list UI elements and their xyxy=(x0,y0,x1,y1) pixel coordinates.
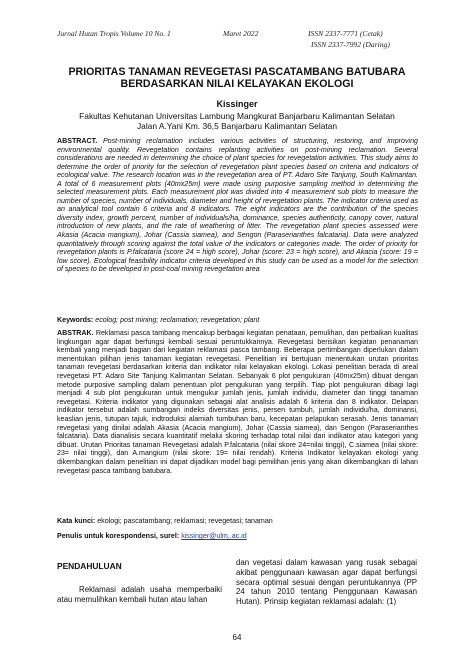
page-number: 64 xyxy=(232,633,242,642)
author-name: Kissinger xyxy=(216,99,258,109)
abstract-english-text: Post-mining reclamation includes various activities of structuring, restoring, and improving environmental quality. Revegetation contains replanting activities on post-mining reclamation. Several considerations are needed in determining the choice of plant species for revegetation activities. This study aims to determine the order of priority for the selection of revegetation plant species based on criteria and indicators of ecological value. The research location was in the revegetation area of PT. Adaro Site Tanjung, South Kalimantan. A total of 6 measurement plots (40mx25m) were made using purposive sampling method in determining the selected measurement plots. Each measurement plot was divided into 4 measurement sub plots to measure the number of species, number of individuals, diameter and height of revegetation plants. The indicator criteria used as an analytical tool contain 6 criteria and 8 indicators. The eight indicators are the contribution of the species diversity index, growth percent, number of individuals/ha, dominance, species authenticity, canopy cover, natural introduction of new plants, and the rate of weathering of litter. The revegetation plant species assessed were Akasia (Acacia mangium), Johar (Cassia siamea), and Sengon (Paraserianthes falcataria). Data were analyzed quantitatively through scoring against the total value of the indicators or categories made. The order of priority for revegetation plants is P.falcataria (score 24 = high score), Johar (score: 23 = high score), and Akacia (score: 19 = low score). Ecological feasibility indicator criteria developed in this study can be used as a model for the selection of species to be developed in post-coal mining revegetation area xyxy=(57,137,418,274)
correspondence-email-link[interactable]: kissinger@ulm,.ac.id xyxy=(181,532,247,540)
correspondence-label: Penulis untuk korespondensi, surel: xyxy=(57,532,180,540)
issn-print: ISSN 2337-7771 (Cetak) xyxy=(308,29,383,38)
keywords-english-text: ecolog; post mining; reclamation; revegetation; plant xyxy=(95,316,260,324)
intro-left-column: Reklamasi adalah usaha memperbaiki atau memulihkan kembali hutan atau lahan xyxy=(57,585,222,604)
keywords-indonesian-label: Kata kunci: xyxy=(57,517,96,525)
abstract-english xyxy=(57,137,418,274)
keywords-indonesian xyxy=(57,517,418,526)
correspondence xyxy=(57,532,418,541)
abstract-indonesian-text: Reklamasi pasca tambang mencakup berbagai kegiatan penataan, pemulihan, dan perbaikan kualitas lingkungan agar dapat berfungsi kembali sesuai peruntukkannya. Revegetasi berisikan kegiatan penanaman kembali yang menjadi bagian dari kegiatan reklamasi pasca tambang. Beberapa pertimbangan diperlukan dalam menentukan pilihan jenis tanaman kegiatan revegetasi. Penelitian ini bertujuan menentukan urutan prioritas tanaman revegetasi berdasarkan kriteria dan indikator nilai kelayakan ekologi. Lokasi penelitian berada di areal revegetasi PT. Adaro Site Tanjung Kalimantan Selatan. Sebanyak 6 plot pengukuran (40mx25m) dibuat dengan metode purposive sampling dalam penentuan plot pengukuran yang terpilih. Tiap plot pengukuran dibagi lagi menjadi 4 sub plot pengukuran untuk mengukur jumlah jenis, jumlah individu, diameter dan tinggi tanaman revegetasi. Kriteria indikator yang digunakan sebagai alat analisis adalah 6 kriteria dan 8 indikator. Delapan indikator tersebut adalah sumbangan indeks diversitas jenis, persen tumbuh, jumlah individu/ha, dominansi, keaslian jenis, tutupan tajuk, indtroduksi alamiah tumbuhan baru, kecepatan pelapukan serasah. Jenis tanaman revegetasi yang dinilai adalah Akasia (Acacia mangium), Johar (Cassia siamea), dan Sengon (Paraserianthes falcataria). Data dianalisis secara kuantitatif melalui skoring terhadap total nilai dari indikator atau kategori yang dibuat. Urutan Prioritas tanaman Revegetasi adalah P.falcataria (nilai skore 24=nilai tinggi), C.siamea (nilai skore: 23= nilai tinggi), dan A.mangium (nilai skore: 19= nilai rendah). Kriteria Indikator kelayakan ekologi yang dikembangkan dalam penelitian ini dapat dijadikan model bagi pemilihan jenis yang akan dikembangkan di lahan revegetasi pasca tambang batubara. xyxy=(57,329,418,475)
keywords-english xyxy=(57,316,418,325)
issue-date: Maret 2022 xyxy=(223,29,259,38)
abstract-indonesian-label: ABSTRAK. xyxy=(57,329,94,337)
journal-name: Jurnal Hutan Tropis Volume 10 No. 1 xyxy=(57,29,171,38)
issn-online: ISSN 2337-7992 (Daring) xyxy=(311,40,390,49)
paper-title-line-1: PRIORITAS TANAMAN REVEGETASI PASCATAMBANG BATUBARA xyxy=(68,66,406,78)
abstract-english-label: ABSTRACT. xyxy=(57,137,98,145)
affiliation-line-2: Jalan A.Yani Km. 36,5 Banjarbaru Kalimantan Selatan xyxy=(136,121,338,131)
affiliation-line-1: Fakultas Kehutanan Universitas Lambung Mangkurat Banjarbaru Kalimantan Selatan xyxy=(79,111,395,121)
keywords-indonesian-text: ekologi; pascatambang; reklamasi; revegetasi; tanaman xyxy=(97,517,273,525)
keywords-english-label: Keywords: xyxy=(57,316,94,324)
intro-right-column: dan vegetasi dalam kawasan yang rusak sebagai akibat penggunaan kawasan agar dapat berfungsi secara optimal sesuai dengan peruntukannya (PP 24 tahun 2010 tentang Penggunaan Kawasan Hutan). Prinsip kegiatan reklamasi adalah: (1) xyxy=(236,558,417,607)
abstract-indonesian xyxy=(57,329,418,475)
paper-title-line-2: BERDASARKAN NILAI KELAYAKAN EKOLOGI xyxy=(120,78,354,90)
section-heading: PENDAHULUAN xyxy=(57,561,122,571)
